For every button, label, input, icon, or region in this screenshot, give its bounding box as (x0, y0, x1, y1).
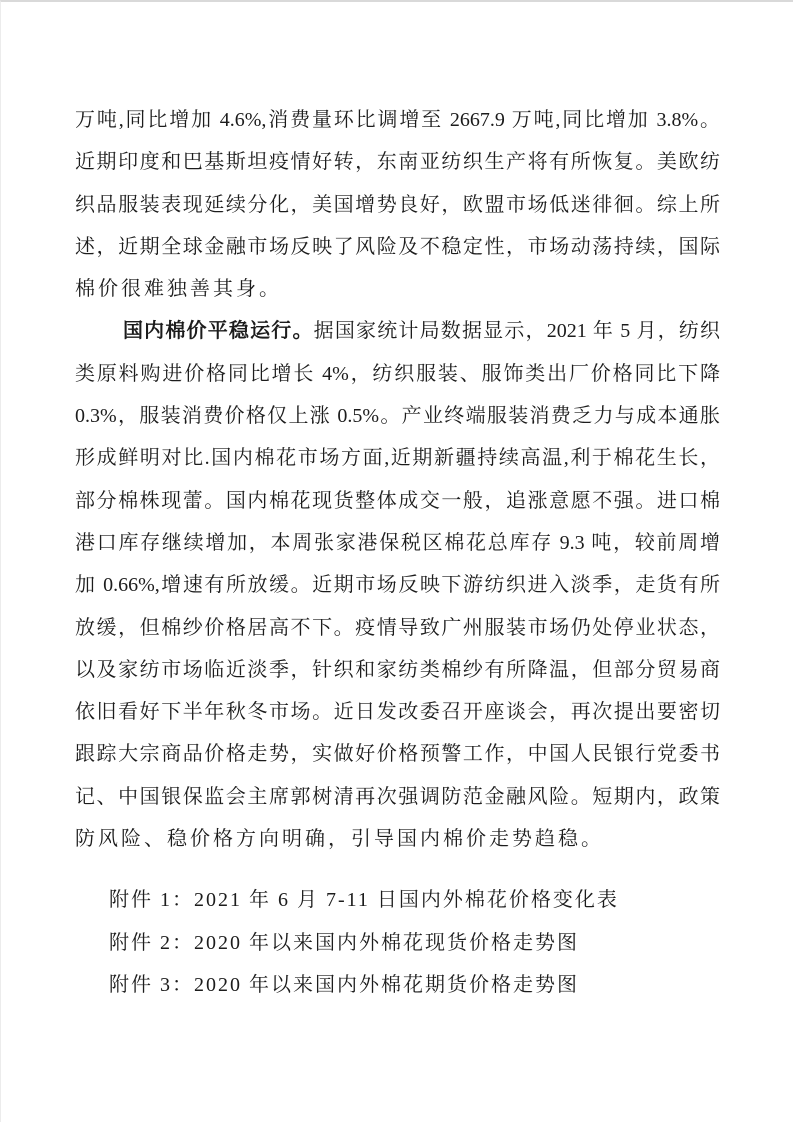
attachment-item: 附件 3：2020 年以来国内外棉花期货价格走势图 (109, 973, 579, 996)
text-line: 形成鲜明对比.国内棉花市场方面,近期新疆持续高温,利于棉花生长， (75, 447, 720, 470)
text-line: 以及家纺市场临近淡季，针织和家纺类棉纱有所降温，但部分贸易商 (75, 658, 720, 681)
text-line: 万吨,同比增加 4.6%,消费量环比调增至 2667.9 万吨,同比增加 3.8%。 (75, 109, 720, 131)
paragraph-domestic-cotton (75, 310, 720, 860)
paragraph-lead-heading: 国内棉价平稳运行。 (123, 320, 314, 343)
attachments-list (109, 879, 720, 1006)
text-line: 记、中国银保监会主席郭树清再次强调防范金融风险。短期内，政策 (75, 785, 720, 808)
text-line: 0.3%，服装消费价格仅上涨 0.5%。产业终端服装消费乏力与成本通胀 (75, 405, 720, 428)
text-line: 棉价很难独善其身。 (75, 278, 282, 301)
text-line: 类原料购进价格同比增长 4%，纺织服装、服饰类出厂价格同比下降 (75, 362, 720, 385)
text-line: 放缓，但棉纱价格居高不下。疫情导致广州服装市场仍处停业状态， (75, 616, 720, 639)
paragraph-international-cotton (75, 99, 720, 310)
attachment-item: 附件 2：2020 年以来国内外棉花现货价格走势图 (109, 931, 579, 954)
document-body (75, 99, 720, 1006)
text-line: 跟踪大宗商品价格走势，实做好价格预警工作，中国人民银行党委书 (75, 743, 720, 766)
text-line: 织品服装表现延续分化，美国增势良好，欧盟市场低迷徘徊。综上所 (75, 193, 720, 216)
text-line: 依旧看好下半年秋冬市场。近日发改委召开座谈会，再次提出要密切 (75, 701, 720, 724)
text-line: 港口库存继续增加，本周张家港保税区棉花总库存 9.3 吨，较前周增 (75, 531, 720, 554)
text-line: 述，近期全球金融市场反映了风险及不稳定性，市场动荡持续，国际 (75, 235, 720, 258)
text-line (75, 310, 720, 352)
text-line: 防风险、稳价格方向明确，引导国内棉价走势趋稳。 (75, 828, 604, 851)
text-line: 部分棉株现蕾。国内棉花现货整体成交一般，追涨意愿不强。进口棉 (75, 489, 720, 512)
text-line-rest: 据国家统计局数据显示，2021 年 5 月，纺织 (313, 320, 721, 343)
text-line: 加 0.66%,增速有所放缓。近期市场反映下游纺织进入淡季，走货有所 (75, 574, 720, 597)
text-line: 近期印度和巴基斯坦疫情好转，东南亚纺织生产将有所恢复。美欧纺 (75, 151, 720, 174)
attachment-item: 附件 1：2021 年 6 月 7-11 日国内外棉花价格变化表 (109, 889, 619, 912)
